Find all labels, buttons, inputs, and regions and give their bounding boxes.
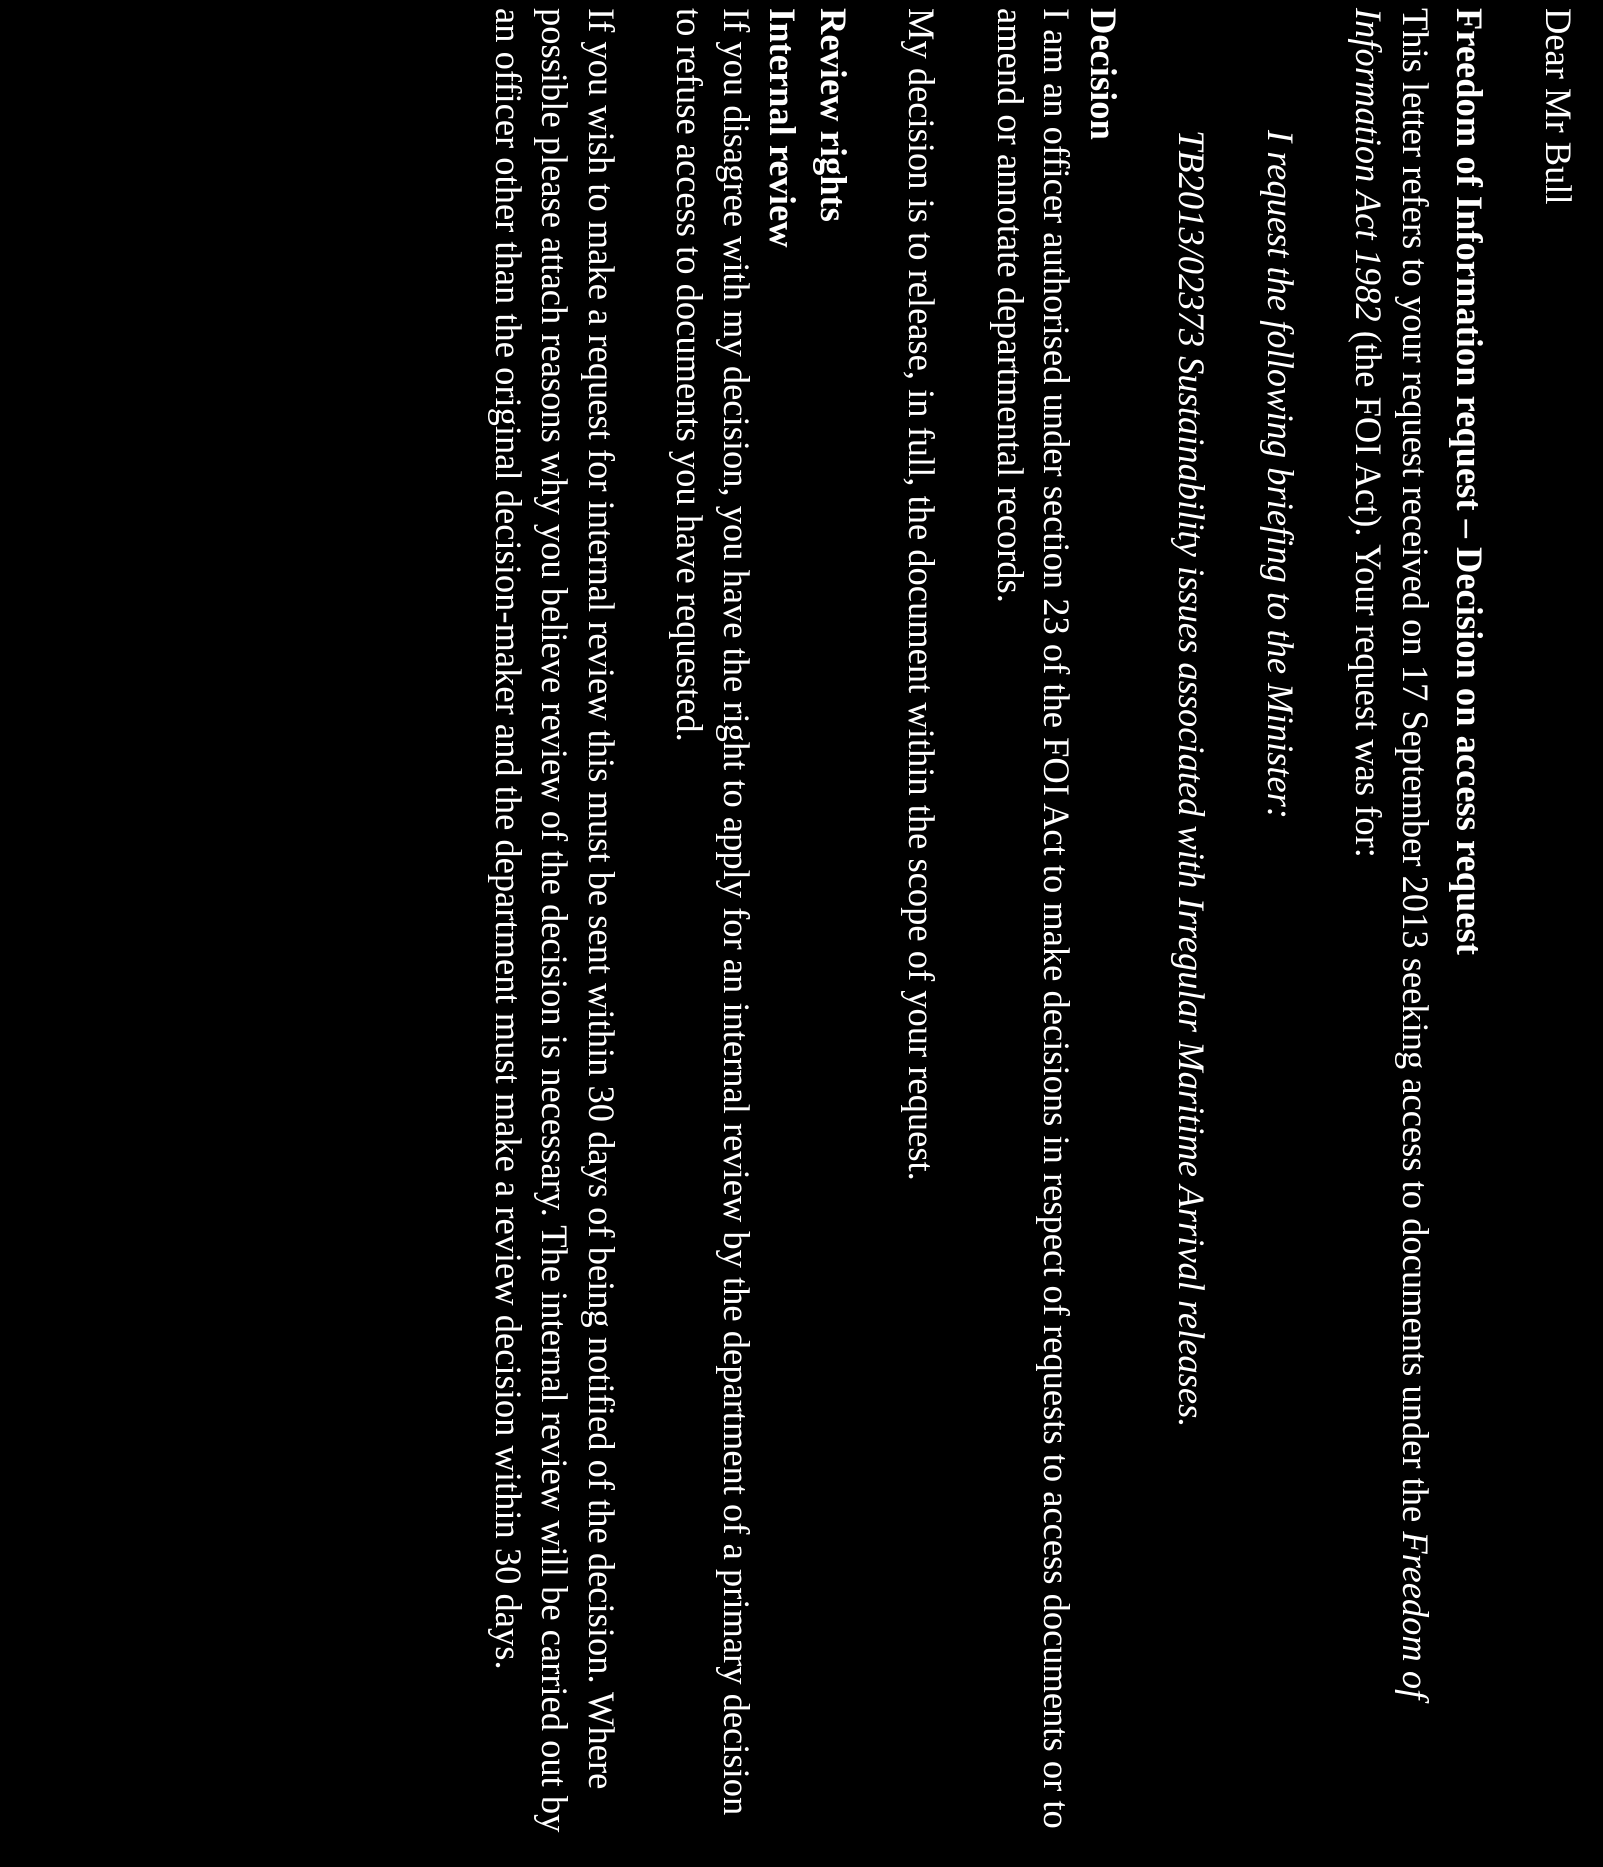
request-quote: TB2013/02373 Sustainability issues associated with Irregular Maritime Arrival releases.: [1171, 130, 1213, 1428]
review-rights-heading: Review rights: [813, 8, 854, 222]
decision-outcome: My decision is to release, in full, the document within the scope of your request.: [901, 8, 943, 1181]
internal-review-paragraph-1: If you disagree with my decision, you have the right to apply for an internal review by the department of a primary decision to refuse access to documents you have requested.: [669, 8, 757, 1816]
decision-heading: Decision: [1083, 8, 1124, 140]
intro-text-part1: This letter refers to your request received on 17 September 2013 seeking access to documents under the: [1395, 8, 1436, 1532]
intro-text-part2: (the FOI Act). Your request was for:: [1348, 321, 1390, 858]
salutation: Dear Mr Bull: [1538, 8, 1579, 205]
internal-review-paragraph-2: If you wish to make a request for internal review this must be sent within 30 days of being notified of the decision. Where possible please attach reasons why you believe review of the decision is necessary. The internal review will be carried out by an officer other than the original decision-maker and the department must make a review decision within 30 days.: [488, 8, 622, 1833]
letter-heading: Freedom of Information request – Decision on access request: [1449, 8, 1491, 955]
internal-review-heading: Internal review: [762, 8, 804, 248]
intro-paragraph: [1345, 8, 1438, 1847]
quote-intro: I request the following briefing to the Minister:: [1260, 130, 1301, 820]
decision-authority: I am an officer authorised under section 23 of the FOI Act to make decisions in respect of requests to access documents or to amend or annotate departmental records.: [990, 8, 1078, 1829]
act-name: Freedom of Information Act 1982: [1348, 8, 1436, 1700]
